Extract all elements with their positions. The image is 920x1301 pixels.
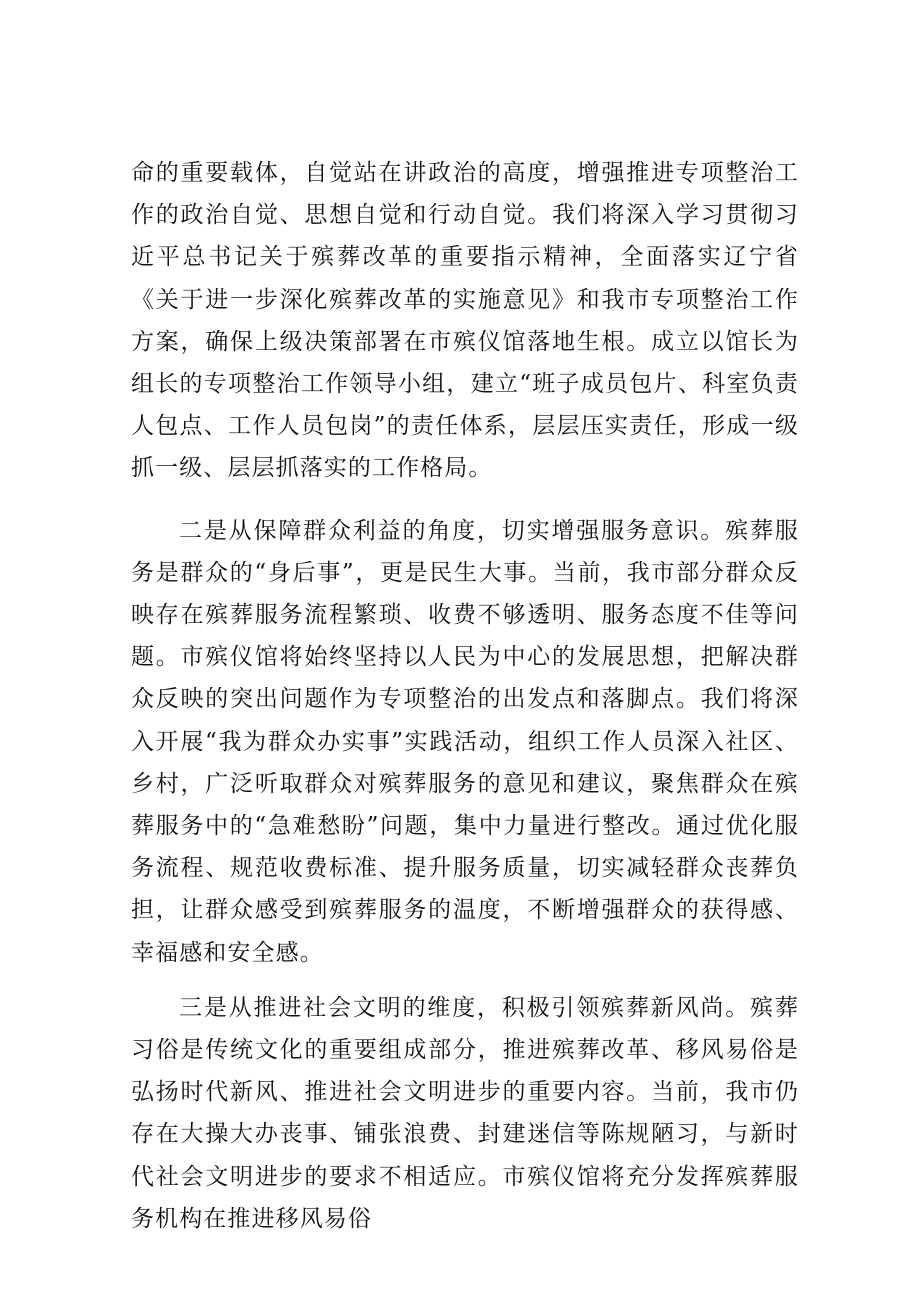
- document-body: [131, 152, 799, 1240]
- paragraph-social-civilization: 三是从推进社会文明的维度，积极引领殡葬新风尚。殡葬习俗是传统文化的重要组成部分，推进殡葬改革、移风易俗是弘扬时代新风、推进社会文明进步的重要内容。当前，我市仍存在大操大办丧事、铺张浪费、封建迷信等陈规陋习，与新时代社会文明进步的要求不相适应。市殡仪馆将充分发挥殡葬服务机构在推进移风易俗: [131, 994, 799, 1232]
- paragraph-continuation: 命的重要载体，自觉站在讲政治的高度，增强推进专项整治工作的政治自觉、思想自觉和行动自觉。我们将深入学习贯彻习近平总书记关于殡葬改革的重要指示精神，全面落实辽宁省《关于进一步深化殡葬改革的实施意见》和我市专项整治工作方案，确保上级决策部署在市殡仪馆落地生根。成立以馆长为组长的专项整治工作领导小组，建立“班子成员包片、科室负责人包点、工作人员包岗”的责任体系，层层压实责任，形成一级抓一级、层层抓落实的工作格局。: [131, 160, 799, 482]
- paragraph-service-awareness: 二是从保障群众利益的角度，切实增强服务意识。殡葬服务是群众的“身后事”，更是民生大事。当前，我市部分群众反映存在殡葬服务流程繁琐、收费不够透明、服务态度不佳等问题。市殡仪馆将始终坚持以人民为中心的发展思想，把解决群众反映的突出问题作为专项整治的出发点和落脚点。我们将深入开展“我为群众办实事”实践活动，组织工作人员深入社区、乡村，广泛听取群众对殡葬服务的意见和建议，聚焦群众在殡葬服务中的“急难愁盼”问题，集中力量进行整改。通过优化服务流程、规范收费标准、提升服务质量，切实减轻群众丧葬负担，让群众感受到殡葬服务的温度，不断增强群众的获得感、幸福感和安全感。: [131, 517, 799, 966]
